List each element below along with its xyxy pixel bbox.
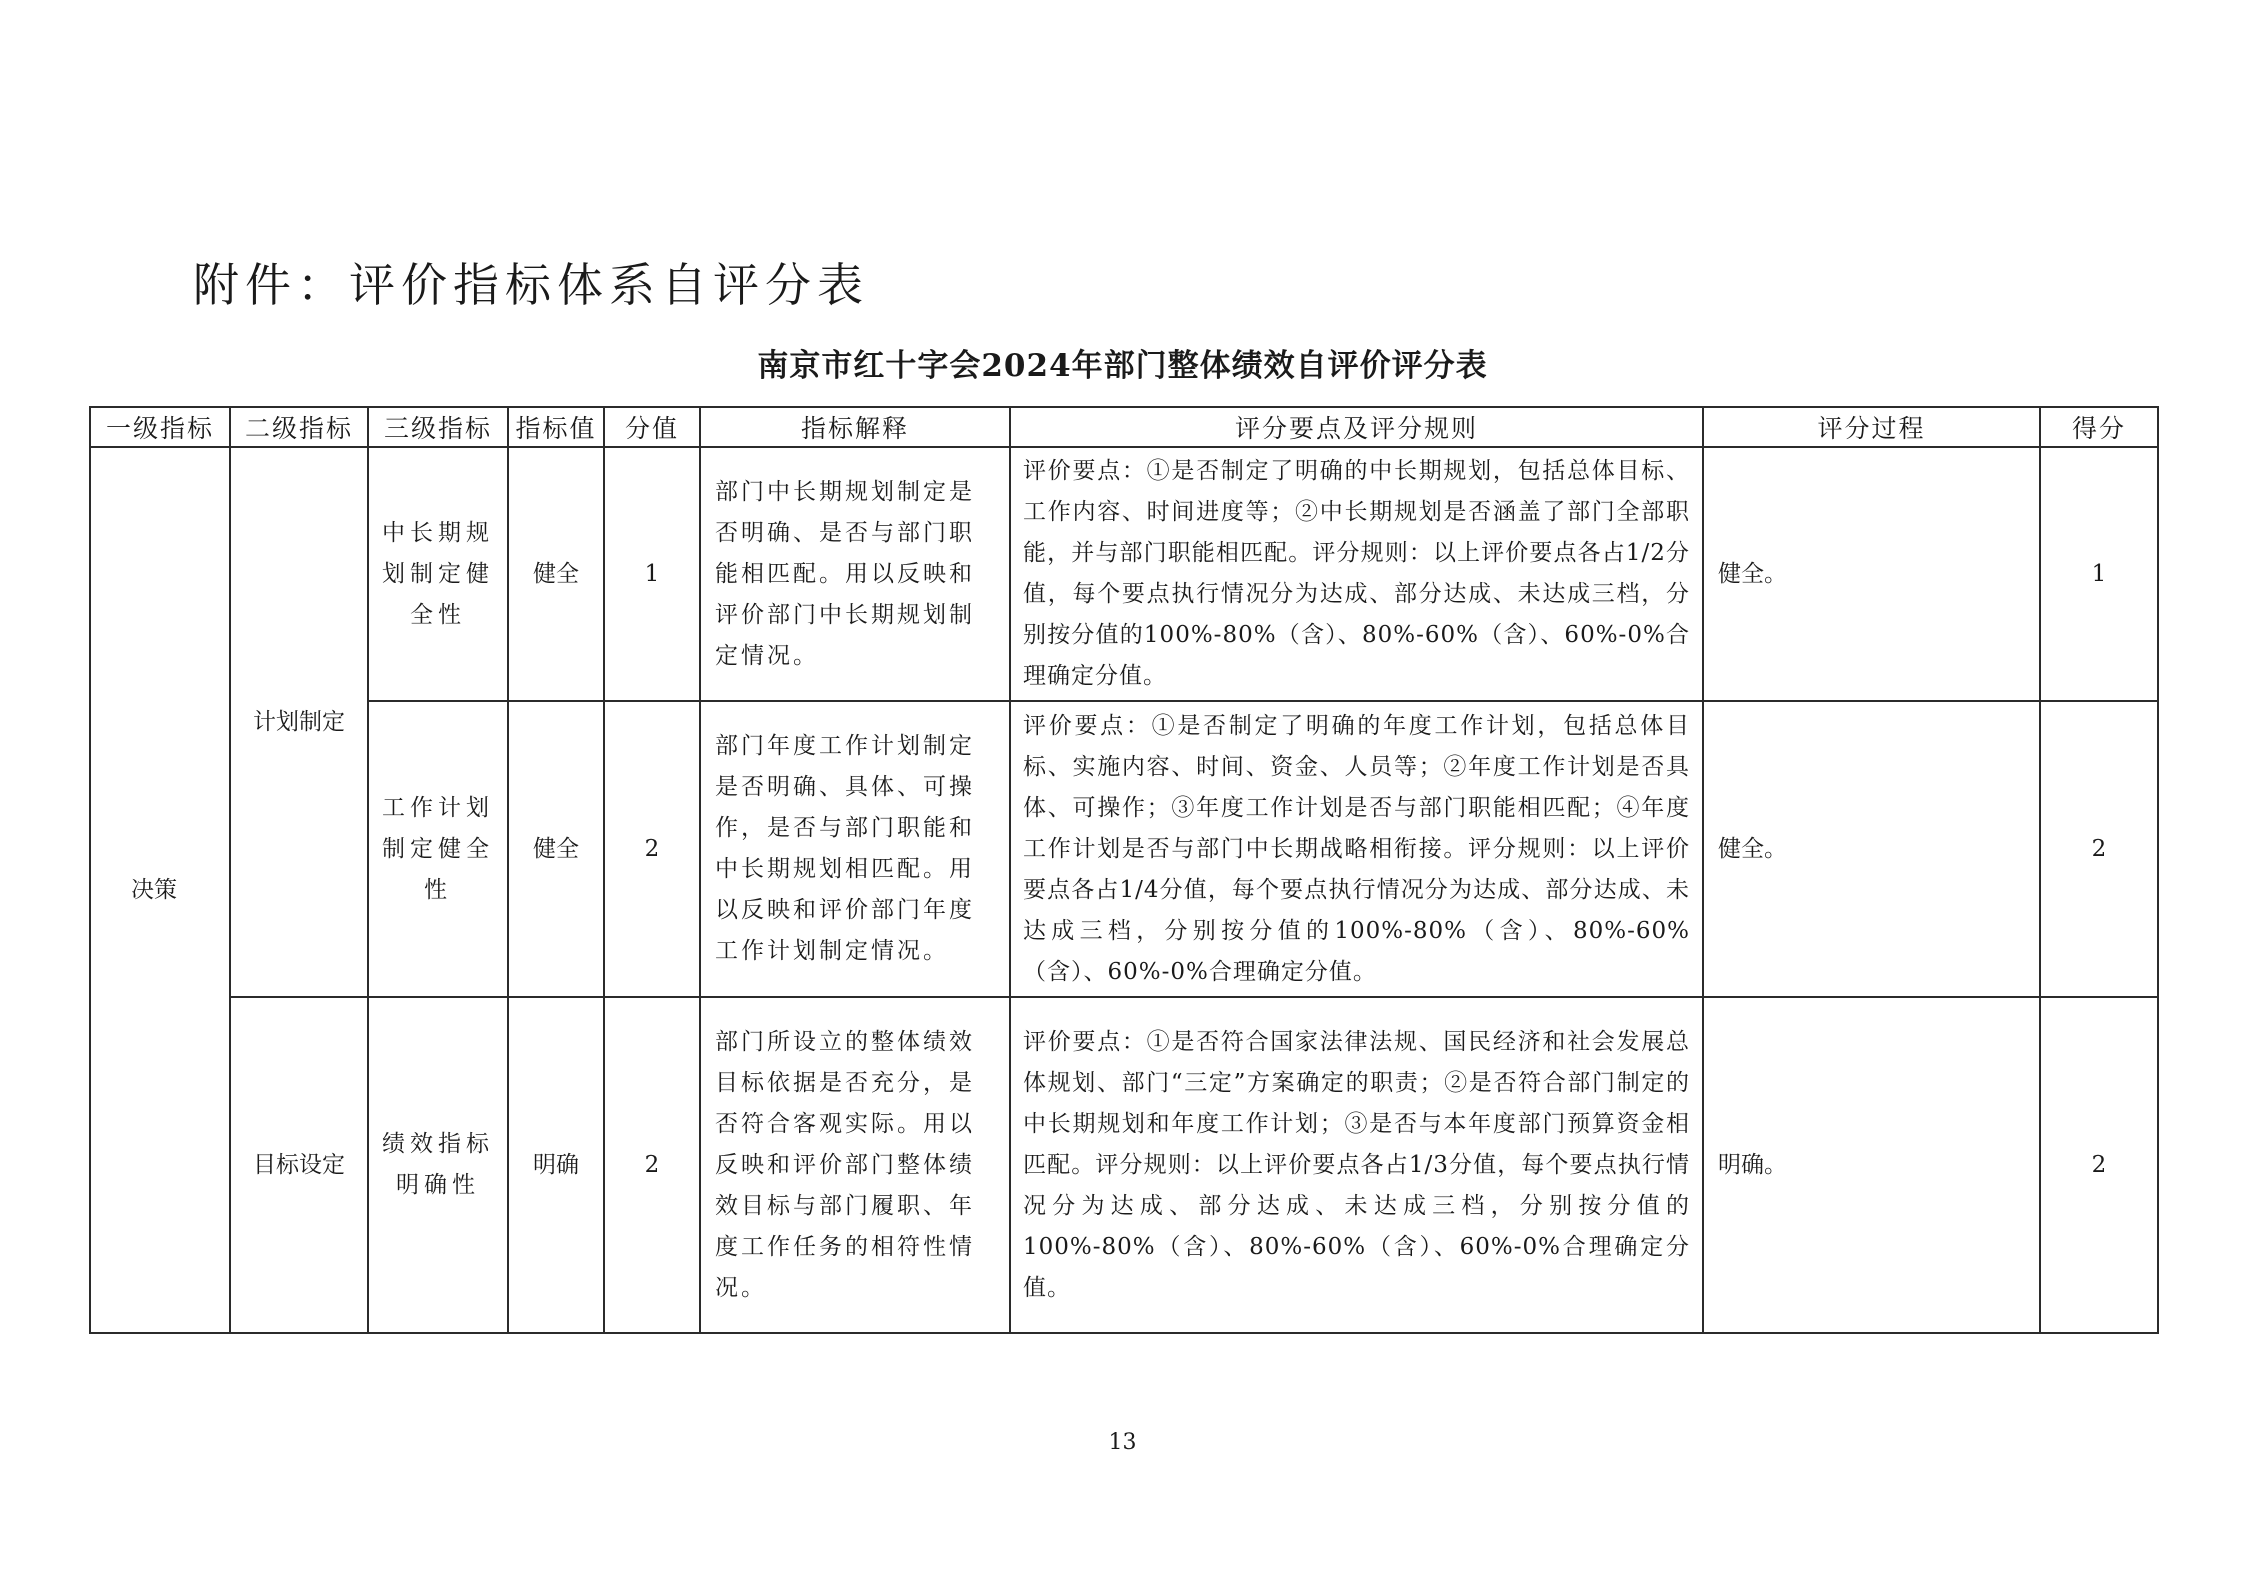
column-header-level2: 二级指标: [230, 407, 368, 447]
column-header-indicator-value: 指标值: [508, 407, 604, 447]
table-header-row: [90, 407, 2158, 447]
process-cell: 健全。: [1703, 447, 2040, 701]
score-cell: 2: [2040, 997, 2158, 1333]
weight-cell: 1: [604, 447, 700, 701]
column-header-level3: 三级指标: [368, 407, 508, 447]
level3-cell: 工作计划制定健全性: [368, 701, 508, 997]
rules-cell: 评价要点：①是否制定了明确的年度工作计划，包括总体目标、实施内容、时间、资金、人员等；②年度工作计划是否具体、可操作；③年度工作计划是否与部门职能相匹配；④年度工作计划是否与部门中长期战略相衔接。评分规则：以上评价要点各占1/4分值，每个要点执行情况分为达成、部分达成、未达成三档，分别按分值的100%-80%（含）、80%-60%（含）、60%-0%合理确定分值。: [1010, 701, 1703, 997]
evaluation-score-table: [89, 406, 2159, 1334]
process-cell: 明确。: [1703, 997, 2040, 1333]
explanation-cell: 部门所设立的整体绩效目标依据是否充分，是否符合客观实际。用以反映和评价部门整体绩效目标与部门履职、年度工作任务的相符性情况。: [700, 997, 1010, 1333]
column-header-process: 评分过程: [1703, 407, 2040, 447]
level2-cell: 目标设定: [230, 997, 368, 1333]
table-row: [90, 447, 2158, 701]
level3-cell: 绩效指标明确性: [368, 997, 508, 1333]
explanation-cell: 部门中长期规划制定是否明确、是否与部门职能相匹配。用以反映和评价部门中长期规划制定情况。: [700, 447, 1010, 701]
level1-cell: 决策: [90, 447, 230, 1333]
rules-cell: 评价要点：①是否制定了明确的中长期规划，包括总体目标、工作内容、时间进度等；②中长期规划是否涵盖了部门全部职能，并与部门职能相匹配。评分规则：以上评价要点各占1/2分值，每个要点执行情况分为达成、部分达成、未达成三档，分别按分值的100%-80%（含）、80%-60%（含）、60%-0%合理确定分值。: [1010, 447, 1703, 701]
attachment-heading: 附件：评价指标体系自评分表: [193, 258, 869, 312]
level3-cell: 中长期规划制定健全性: [368, 447, 508, 701]
table-row: [90, 997, 2158, 1333]
indicator-value-cell: 明确: [508, 997, 604, 1333]
column-header-level1: 一级指标: [90, 407, 230, 447]
weight-cell: 2: [604, 997, 700, 1333]
indicator-value-cell: 健全: [508, 447, 604, 701]
level2-cell: 计划制定: [230, 447, 368, 997]
weight-cell: 2: [604, 701, 700, 997]
column-header-score: 得分: [2040, 407, 2158, 447]
column-header-weight: 分值: [604, 407, 700, 447]
indicator-value-cell: 健全: [508, 701, 604, 997]
process-cell: 健全。: [1703, 701, 2040, 997]
table-row: [90, 701, 2158, 997]
explanation-cell: 部门年度工作计划制定是否明确、具体、可操作，是否与部门职能和中长期规划相匹配。用以反映和评价部门年度工作计划制定情况。: [700, 701, 1010, 997]
score-cell: 2: [2040, 701, 2158, 997]
score-cell: 1: [2040, 447, 2158, 701]
page-number: 13: [1108, 1430, 1137, 1455]
column-header-rules: 评分要点及评分规则: [1010, 407, 1703, 447]
column-header-explanation: 指标解释: [700, 407, 1010, 447]
rules-cell: 评价要点：①是否符合国家法律法规、国民经济和社会发展总体规划、部门“三定”方案确定的职责；②是否符合部门制定的中长期规划和年度工作计划；③是否与本年度部门预算资金相匹配。评分规则：以上评价要点各占1/3分值，每个要点执行情况分为达成、部分达成、未达成三档，分别按分值的100%-80%（含）、80%-60%（含）、60%-0%合理确定分值。: [1010, 997, 1703, 1333]
table-title: 南京市红十字会2024年部门整体绩效自评价评分表: [757, 348, 1488, 384]
